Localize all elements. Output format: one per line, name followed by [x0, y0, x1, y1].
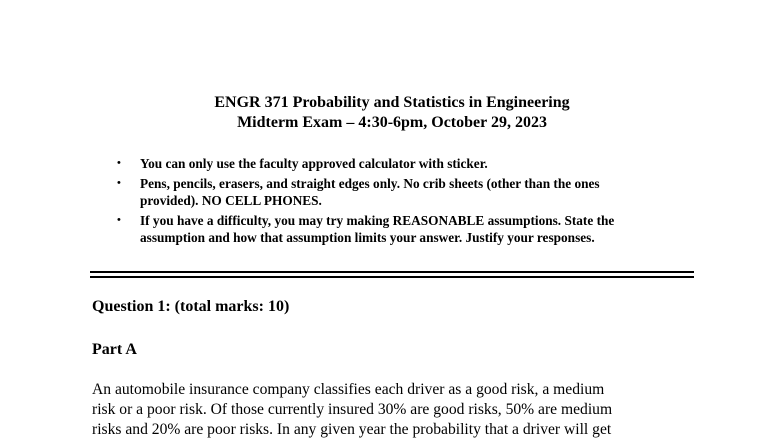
course-title: ENGR 371 Probability and Statistics in Engineering — [214, 94, 570, 111]
instruction-text: Pens, pencils, erasers, and straight edges only. No crib sheets (other than the ones — [140, 176, 600, 191]
body-line: risks and 20% are poor risks. In any given year the probability that a driver will get — [92, 421, 612, 438]
bullet-icon: • — [117, 157, 121, 169]
instruction-text: You can only use the faculty approved calculator with sticker. — [140, 156, 488, 171]
instruction-text: provided). NO CELL PHONES. — [140, 193, 322, 208]
instruction-text: If you have a difficulty, you may try making REASONABLE assumptions. State the — [140, 213, 615, 228]
divider-line — [90, 271, 694, 273]
instruction-item — [117, 212, 697, 246]
instructions-list — [117, 155, 697, 249]
body-line: An automobile insurance company classifies each driver as a good risk, a medium — [92, 381, 605, 398]
instruction-item — [117, 155, 697, 172]
instruction-text: assumption and how that assumption limits your answer. Justify your responses. — [140, 230, 595, 245]
bullet-icon: • — [117, 214, 121, 226]
exam-subtitle: Midterm Exam – 4:30-6pm, October 29, 2023 — [237, 114, 547, 131]
part-heading: Part A — [92, 341, 137, 358]
divider-line — [90, 276, 694, 278]
bullet-icon: • — [117, 177, 121, 189]
body-line: risk or a poor risk. Of those currently insured 30% are good risks, 50% are medium — [92, 401, 613, 418]
exam-title-block — [0, 93, 784, 133]
instruction-item — [117, 175, 697, 209]
question-heading: Question 1: (total marks: 10) — [92, 298, 290, 315]
question-body — [92, 380, 698, 440]
